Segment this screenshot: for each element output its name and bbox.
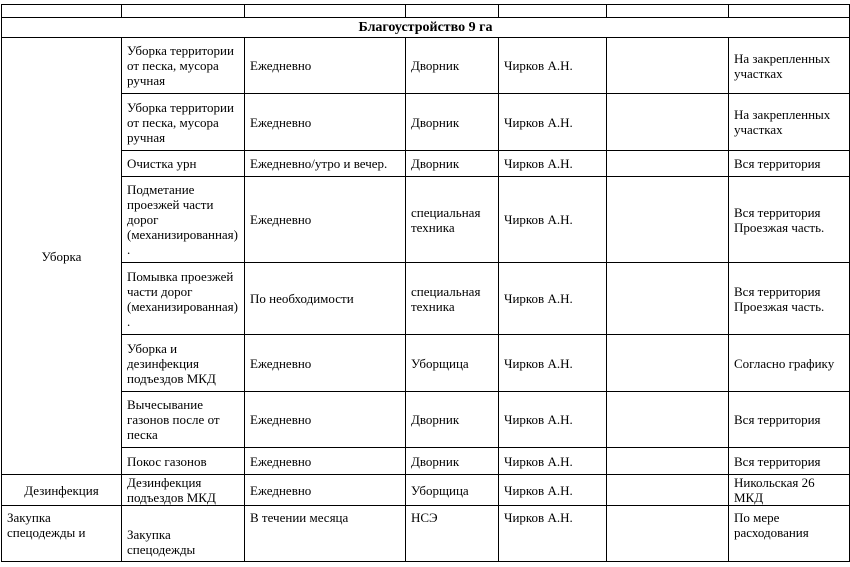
work-cell: Помывка проезжей части дорог (механизированная) . [122,263,245,335]
schedule-table [1,4,850,562]
note-cell [607,177,729,263]
table-row [2,177,850,263]
section-row [2,18,850,38]
place-cell: Вся территория [729,151,850,177]
header-cell [2,5,122,18]
responsible-cell: Чирков А.Н. [499,475,607,506]
note-cell [607,392,729,448]
period-cell: Ежедневно [245,475,406,506]
responsible-cell: Чирков А.Н. [499,177,607,263]
work-cell: Закупка спецодежды [122,506,245,562]
responsible-cell: Чирков А.Н. [499,506,607,562]
executor-cell: специальная техника [406,177,499,263]
place-cell: По мере расходования [729,506,850,562]
period-cell: Ежедневно [245,448,406,475]
work-cell: Покос газонов [122,448,245,475]
table-row [2,506,850,562]
note-cell [607,448,729,475]
place-cell: На закрепленных участках [729,94,850,151]
table-row [2,151,850,177]
note-cell [607,38,729,94]
note-cell [607,506,729,562]
responsible-cell: Чирков А.Н. [499,38,607,94]
period-cell: Ежедневно [245,392,406,448]
section-title: Благоустройство 9 га [2,18,850,38]
note-cell [607,263,729,335]
header-cell [607,5,729,18]
header-cell [245,5,406,18]
table-row [2,38,850,94]
executor-cell: Уборщица [406,475,499,506]
place-cell: Вся территория Проезжая часть. [729,177,850,263]
period-cell: В течении месяца [245,506,406,562]
executor-cell: Дворник [406,448,499,475]
table-row [2,94,850,151]
work-cell: Уборка территории от песка, мусора ручная [122,38,245,94]
responsible-cell: Чирков А.Н. [499,94,607,151]
executor-cell: НСЭ [406,506,499,562]
executor-cell: Дворник [406,392,499,448]
category-purchase: Закупка спецодежды и [2,506,122,562]
responsible-cell: Чирков А.Н. [499,392,607,448]
work-cell: Дезинфекция подъездов МКД [122,475,245,506]
table-row [2,448,850,475]
responsible-cell: Чирков А.Н. [499,335,607,392]
executor-cell: Дворник [406,38,499,94]
work-cell: Подметание проезжей части дорог (механизированная) . [122,177,245,263]
note-cell [607,94,729,151]
note-cell [607,151,729,177]
place-cell: Вся территория [729,448,850,475]
work-cell: Уборка и дезинфекция подъездов МКД [122,335,245,392]
period-cell: Ежедневно/утро и вечер. [245,151,406,177]
executor-cell: Дворник [406,151,499,177]
place-cell: Никольская 26 МКД [729,475,850,506]
table-row [2,392,850,448]
header-cell [499,5,607,18]
note-cell [607,475,729,506]
place-cell: Согласно графику [729,335,850,392]
work-cell: Уборка территории от песка, мусора ручная [122,94,245,151]
table-row [2,475,850,506]
period-cell: Ежедневно [245,177,406,263]
place-cell: Вся территория [729,392,850,448]
period-cell: По необходимости [245,263,406,335]
header-cell [406,5,499,18]
table-row [2,263,850,335]
category-disinfection: Дезинфекция [2,475,122,506]
header-cell [729,5,850,18]
executor-cell: специальная техника [406,263,499,335]
place-cell: Вся территория Проезжая часть. [729,263,850,335]
table-header-row [2,5,850,18]
period-cell: Ежедневно [245,94,406,151]
executor-cell: Дворник [406,94,499,151]
executor-cell: Уборщица [406,335,499,392]
work-cell: Очистка урн [122,151,245,177]
responsible-cell: Чирков А.Н. [499,151,607,177]
work-cell: Вычесывание газонов после от песка [122,392,245,448]
category-cleaning: Уборка [2,38,122,475]
table-row [2,335,850,392]
responsible-cell: Чирков А.Н. [499,448,607,475]
place-cell: На закрепленных участках [729,38,850,94]
note-cell [607,335,729,392]
responsible-cell: Чирков А.Н. [499,263,607,335]
header-cell [122,5,245,18]
period-cell: Ежедневно [245,38,406,94]
period-cell: Ежедневно [245,335,406,392]
